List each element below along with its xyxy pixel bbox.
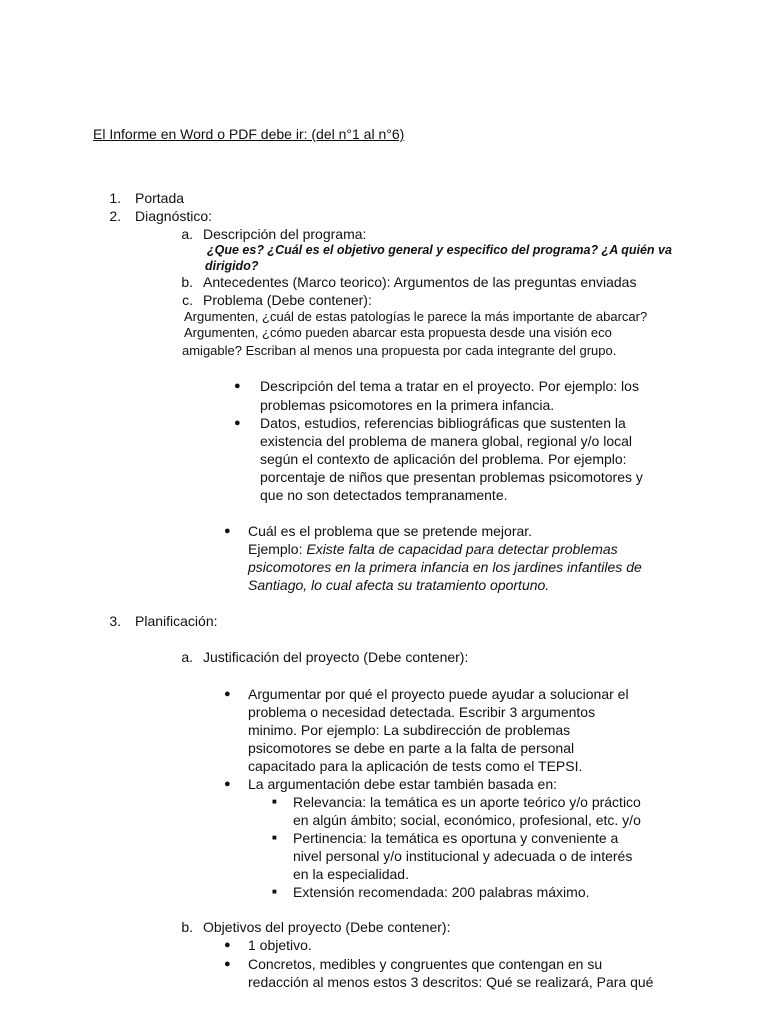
subbullet-line: en algún ámbito; social, económico, profesional, etc. y/o — [293, 812, 641, 828]
bullet-line: Argumentar por qué el proyecto puede ayudar a solucionar el — [248, 686, 629, 702]
bullet-line: psicomotores en la primera infancia en los jardines infantiles de — [248, 559, 642, 575]
bullet-icon: ● — [224, 939, 231, 951]
sublist-item-descripcion: Descripción del programa: — [203, 226, 367, 242]
bullet-line: existencia del problema de manera global, regional y/o local — [260, 433, 632, 449]
bullet-line: psicomotores se debe en parte a la falta de personal — [248, 740, 575, 756]
bullet-line: según el contexto de aplicación del problema. Por ejemplo: — [260, 451, 627, 467]
subbullet-line: Pertinencia: la temática es oportuna y conveniente a — [293, 830, 619, 846]
subbullet-line: Extensión recomendada: 200 palabras máximo. — [293, 884, 590, 900]
square-bullet-icon: ■ — [272, 887, 277, 896]
bullet-line: capacitado para la aplicación de tests como el TEPSI. — [248, 758, 583, 774]
sublist-item-objetivos: Objetivos del proyecto (Debe contener): — [203, 919, 451, 935]
bullet-line: minimo. Por ejemplo: La subdirección de problemas — [248, 722, 571, 738]
paragraph-line: Argumenten, ¿cómo pueden abarcar esta propuesta desde una visión eco — [184, 325, 612, 340]
bullet-line: Santiago, lo cual afecta su tratamiento oportuno. — [248, 577, 550, 593]
bullet-line: La argumentación debe estar también basada en: — [248, 776, 557, 792]
bullet-icon: ● — [234, 380, 241, 392]
bullet-line: Datos, estudios, referencias bibliográficas que sustenten la — [260, 415, 626, 431]
bullet-line: porcentaje de niños que presentan problemas psicomotores y — [260, 469, 643, 485]
list-item-portada: Portada — [135, 190, 185, 206]
bullet-line: que no son detectados tempranamente. — [260, 487, 508, 503]
subbullet-line: Relevancia: la temática es un aporte teórico y/o práctico — [293, 794, 641, 810]
paragraph-line: amigable? Escriban al menos una propuesta por cada integrante del grupo. — [182, 343, 617, 358]
list-item-planificacion: Planificación: — [135, 613, 218, 629]
square-bullet-icon: ■ — [272, 797, 277, 806]
bullet-line — [248, 540, 618, 558]
bullet-icon: ● — [224, 525, 231, 537]
sublist-item-antecedentes: Antecedentes (Marco teorico): Argumentos de las preguntas enviadas — [203, 274, 637, 290]
sublist-item-problema: Problema (Debe contener): — [203, 292, 372, 308]
list-number: 3. — [109, 613, 121, 629]
bullet-line: 1 objetivo. — [248, 937, 312, 953]
paragraph-line: Argumenten, ¿cuál de estas patologías le parece la más importante de abarcar? — [184, 309, 648, 324]
square-bullet-icon: ■ — [272, 833, 277, 842]
sublist-letter: b. — [181, 274, 193, 290]
bullet-line: Concretos, medibles y congruentes que contengan en su — [248, 956, 603, 972]
bullet-icon: ● — [224, 778, 231, 790]
bullet-line: problemas psicomotores en la primera infancia. — [260, 397, 555, 413]
bullet-icon: ● — [234, 417, 241, 429]
sublist-letter: a. — [181, 226, 193, 242]
sublist-letter: c. — [182, 292, 193, 308]
bullet-line: redacción al menos estos 3 descritos: Qué se realizará, Para qué — [248, 974, 654, 990]
question-line: ¿Que es? ¿Cuál es el objetivo general y especifico del programa? ¿A quién va — [207, 243, 672, 257]
document-title: El Informe en Word o PDF debe ir: (del n°1 al n°6) — [93, 126, 405, 142]
subbullet-line: en la especialidad. — [293, 866, 409, 882]
bullet-line: Cuál es el problema que se pretende mejorar. — [248, 523, 533, 539]
list-item-diagnostico: Diagnóstico: — [135, 208, 213, 224]
bullet-line: problema o necesidad detectada. Escribir 3 argumentos — [248, 704, 596, 720]
bullet-icon: ● — [224, 958, 231, 970]
list-number: 1. — [109, 190, 121, 206]
question-line: dirigido? — [205, 259, 259, 273]
list-number: 2. — [109, 208, 121, 224]
example-label: Ejemplo: — [248, 541, 307, 557]
sublist-letter: b. — [181, 919, 193, 935]
bullet-icon: ● — [224, 688, 231, 700]
sublist-item-justificacion: Justificación del proyecto (Debe contener): — [203, 649, 469, 665]
bullet-line: Descripción del tema a tratar en el proyecto. Por ejemplo: los — [260, 378, 639, 394]
sublist-letter: a. — [181, 649, 193, 665]
subbullet-line: nivel personal y/o institucional y adecuada o de interés — [293, 848, 633, 864]
example-text: Existe falta de capacidad para detectar problemas — [306, 541, 618, 557]
